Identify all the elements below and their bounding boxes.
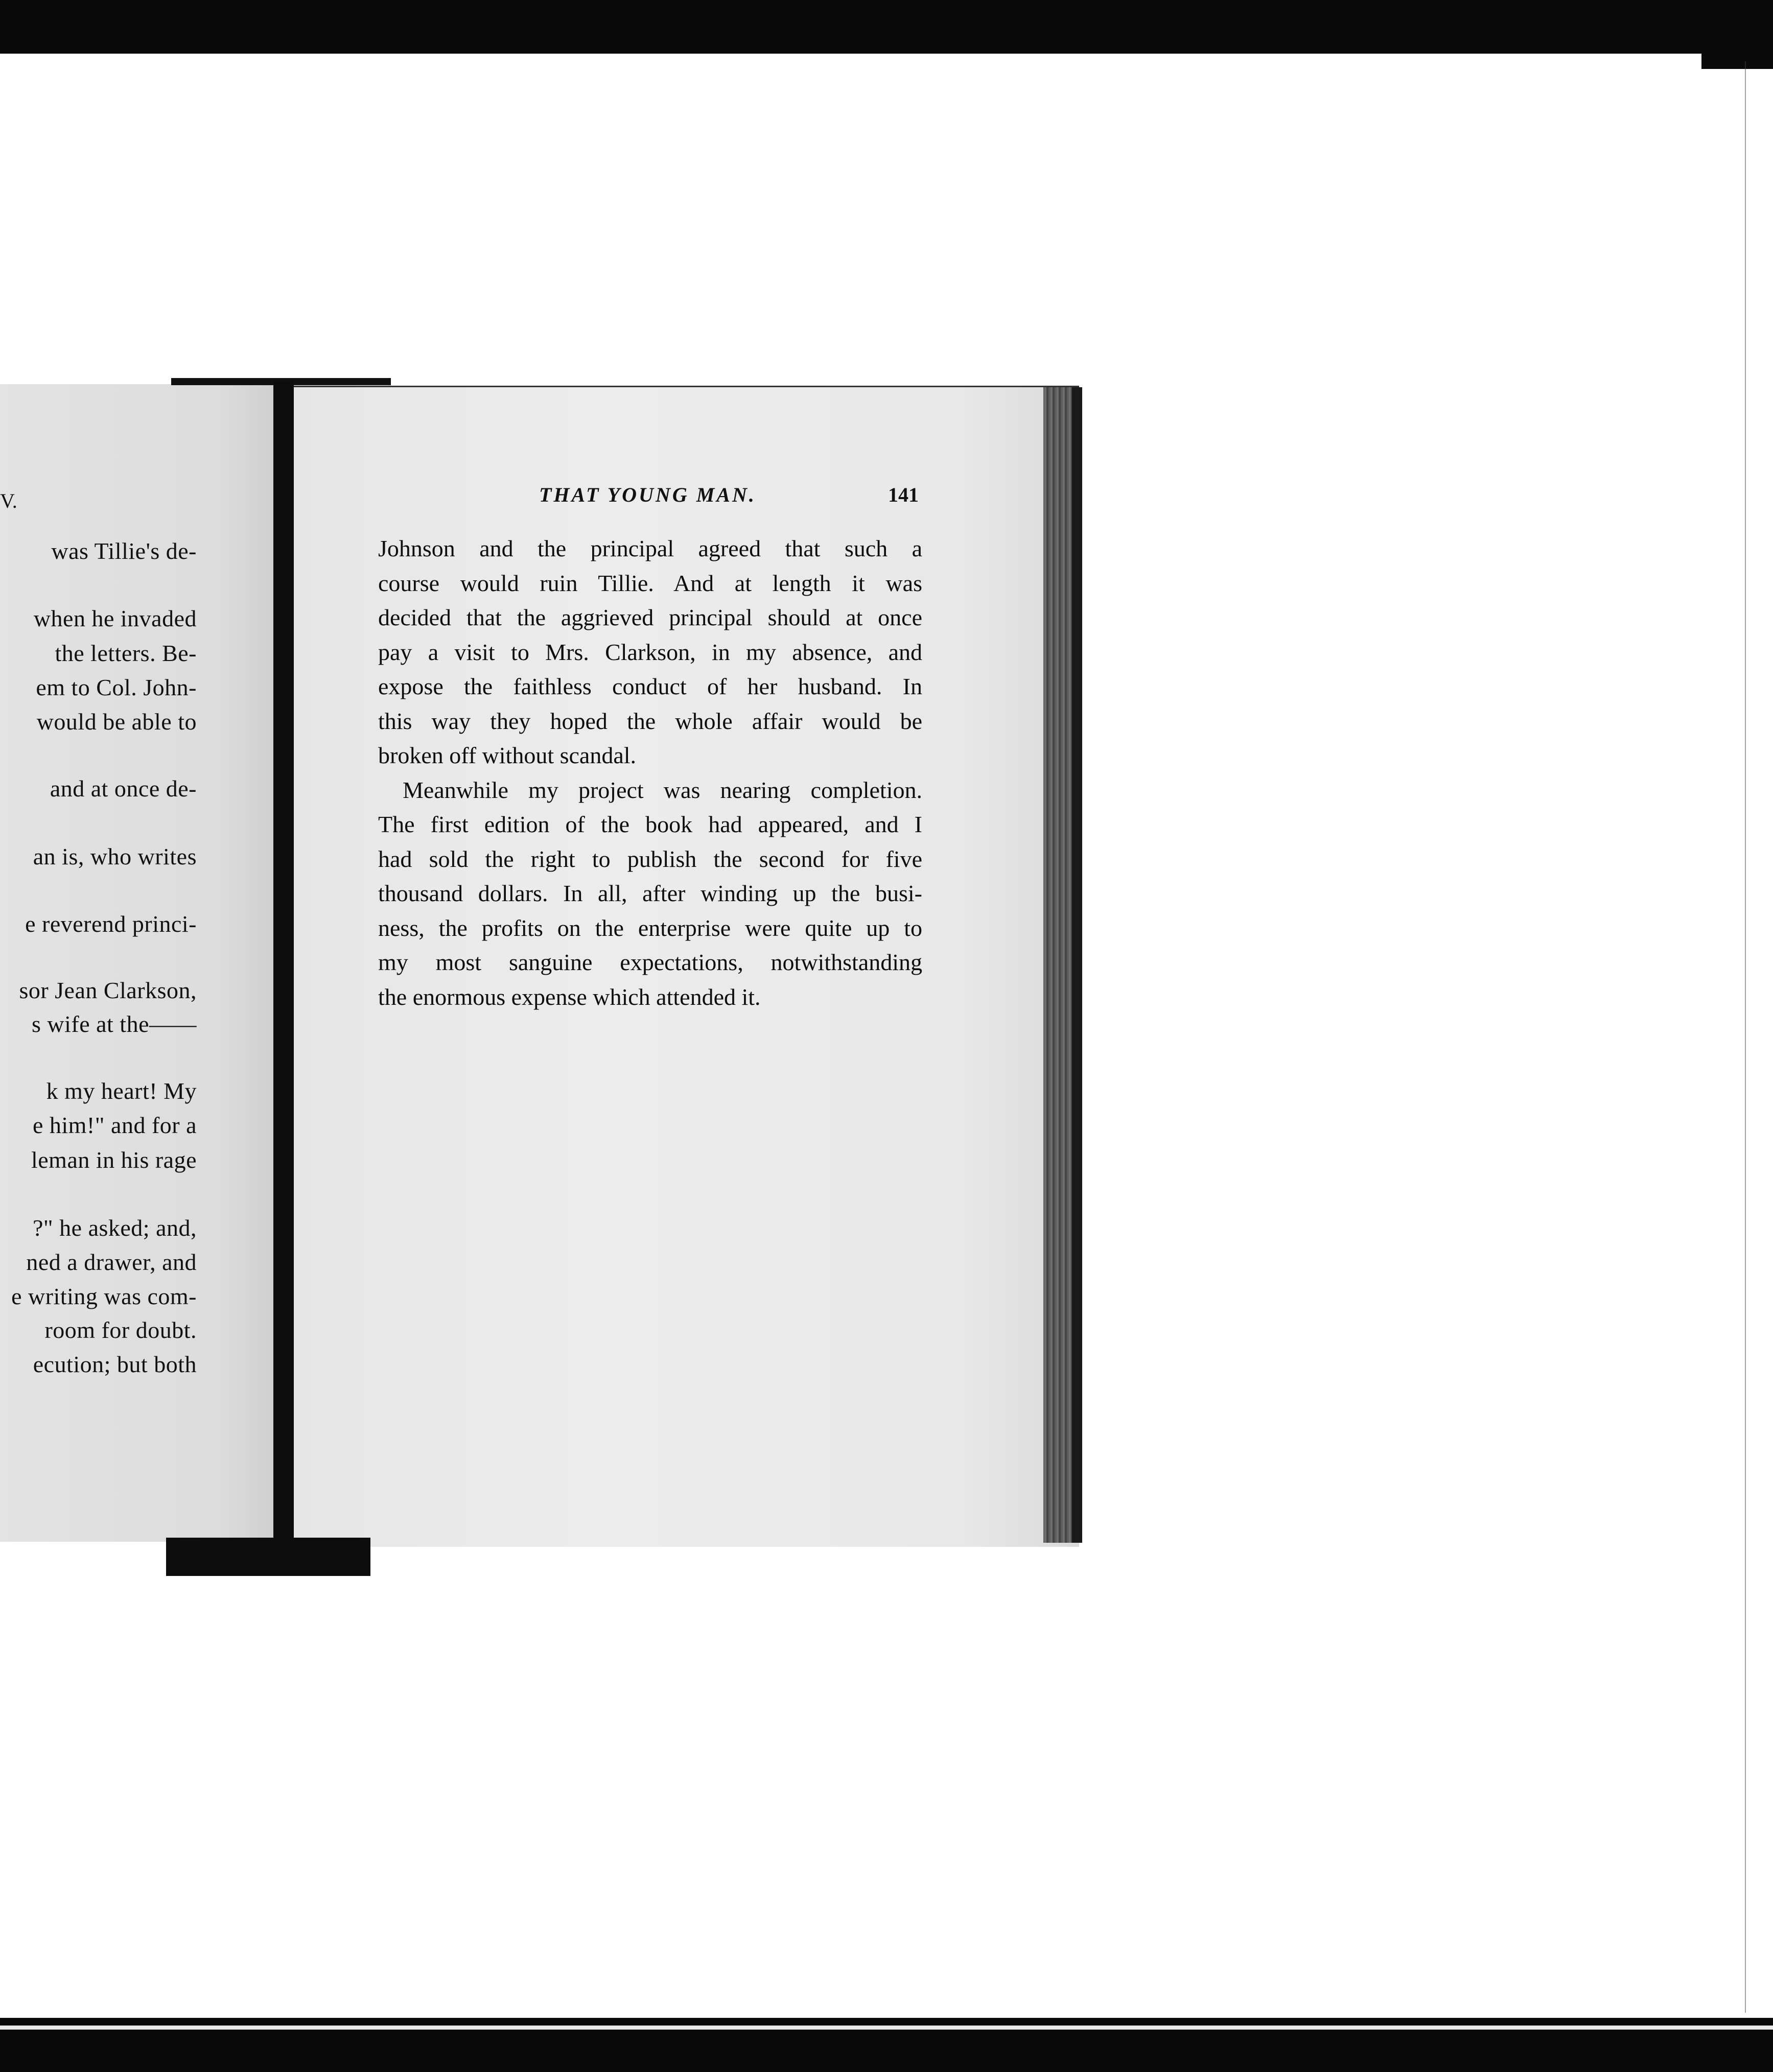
- text-line: Meanwhile my project was nearing completion.: [403, 776, 922, 803]
- text-line: course would ruin Tillie. And at length it was: [378, 570, 922, 596]
- page-body: [378, 531, 922, 1014]
- text-line: thousand dollars. In all, after winding up the busi-: [378, 880, 922, 906]
- page-edges-shadow: [1072, 387, 1082, 1543]
- left-page-line: e writing was com-: [11, 1283, 197, 1309]
- text-line: pay a visit to Mrs. Clarkson, in my absence, and: [378, 639, 922, 665]
- text-line: ness, the profits on the enterprise were quite up to: [378, 914, 922, 941]
- text-line: decided that the aggrieved principal should at once: [378, 604, 922, 630]
- text-line: the enormous expense which attended it.: [378, 983, 761, 1010]
- left-page-line: was Tillie's de-: [51, 538, 197, 564]
- text-line: my most sanguine expectations, notwithstanding: [378, 949, 922, 975]
- text-line: this way they hoped the whole affair would be: [378, 708, 922, 734]
- book-gutter: [273, 381, 294, 1538]
- scan-border-notch: [1701, 49, 1773, 69]
- left-page-line: sor Jean Clarkson,: [19, 977, 197, 1003]
- left-page-line: ned a drawer, and: [26, 1249, 197, 1275]
- left-page-line: leman in his rage: [31, 1147, 197, 1173]
- left-page-line: when he invaded: [33, 605, 197, 631]
- page-number: 141: [888, 483, 919, 506]
- text-line: broken off without scandal.: [378, 742, 637, 768]
- left-page-line: e him!" and for a: [32, 1112, 197, 1138]
- left-page-line: an is, who writes: [33, 843, 197, 869]
- scan-edge-line: [1745, 61, 1746, 2013]
- scan-border-top: [0, 0, 1773, 54]
- left-page-line: s wife at the——: [31, 1011, 197, 1037]
- text-line: had sold the right to publish the second for five: [378, 845, 922, 872]
- left-page: [0, 384, 276, 1542]
- left-running-head-fragment: V.: [0, 489, 17, 512]
- left-page-line: ecution; but both: [33, 1351, 197, 1377]
- scan-border-bottom-strip: [0, 2026, 1773, 2030]
- text-line: The first edition of the book had appeared, and I: [378, 811, 922, 837]
- running-head: THAT YOUNG MAN.: [539, 483, 756, 506]
- left-page-line: k my heart! My: [46, 1078, 197, 1104]
- left-page-line: would be able to: [36, 709, 197, 735]
- book-spine-foot: [166, 1538, 370, 1576]
- left-page-line: ?" he asked; and,: [32, 1215, 197, 1241]
- left-page-line: the letters. Be-: [55, 640, 197, 666]
- left-page-line: em to Col. John-: [36, 674, 197, 700]
- paragraph: [378, 773, 922, 1015]
- left-page-line: e reverend princi-: [25, 911, 197, 937]
- text-line: Johnson and the principal agreed that such a: [378, 535, 922, 561]
- left-page-line: and at once de-: [50, 775, 197, 802]
- left-page-line: room for doubt.: [44, 1317, 197, 1343]
- text-line: expose the faithless conduct of her husband. In: [378, 673, 922, 699]
- paragraph: [378, 531, 922, 773]
